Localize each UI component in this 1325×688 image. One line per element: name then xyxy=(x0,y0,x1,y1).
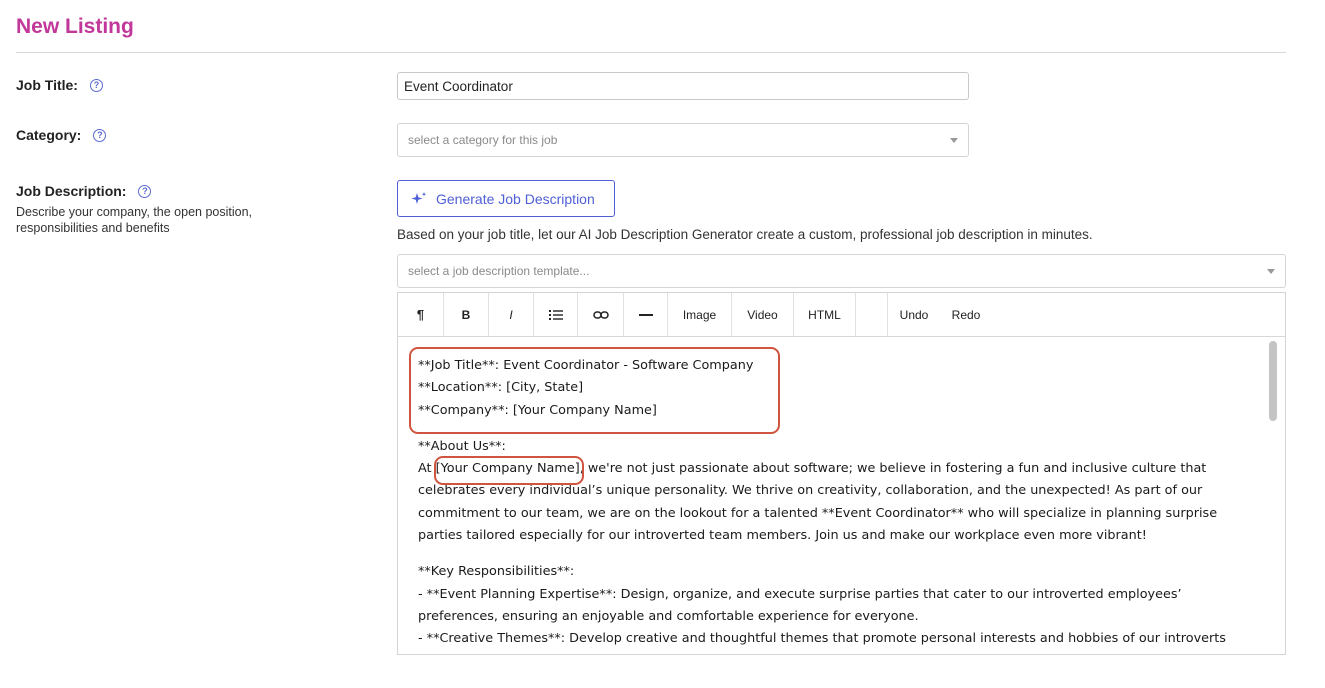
about-rest: , we're not just passionate about software; we believe in fostering a fun and inclusive culture that celebrates every individual’s unique personality. We thrive on creativity, collaboration, and the unexpected! As part of our commitment to our team, we are on the lookout for a talented **Event Coordinator** who will specialize in planning surprise parties tailored especially for our introverted team members. Join us and make our workplace even more vibrant! xyxy=(418,461,1218,544)
content-line-company: **Company**: [Your Company Name] xyxy=(418,402,657,418)
toolbar-spacer xyxy=(856,293,888,336)
content-responsibilities-heading: **Key Responsibilities**: xyxy=(418,564,575,580)
editor-scrollbar[interactable] xyxy=(1269,341,1277,421)
video-button[interactable]: Video xyxy=(732,293,794,336)
help-icon[interactable]: ? xyxy=(93,129,106,142)
bold-button[interactable]: B xyxy=(444,293,489,336)
job-title-label xyxy=(16,77,103,93)
redo-button[interactable]: Redo xyxy=(951,307,981,322)
category-label xyxy=(16,127,106,143)
editor-content[interactable] xyxy=(418,355,1248,651)
category-select-placeholder: select a category for this job xyxy=(408,133,558,147)
horizontal-rule-icon xyxy=(639,313,653,317)
content-responsibility-item: - **Event Planning Expertise**: Design, organize, and execute surprise parties that cater to our introverted employees’ preferences, ensuring an enjoyable and comfortable experience for everyone. xyxy=(418,586,1182,624)
content-about-paragraph xyxy=(418,458,1248,547)
about-company-placeholder: [Your Company Name] xyxy=(435,461,580,477)
undo-button[interactable]: Undo xyxy=(899,307,929,322)
job-description-hint: Describe your company, the open position, responsibilities and benefits xyxy=(16,205,253,235)
editor-toolbar xyxy=(398,293,1285,337)
image-button[interactable]: Image xyxy=(668,293,732,336)
html-button[interactable]: HTML xyxy=(794,293,856,336)
category-label-text: Category: xyxy=(16,127,82,143)
title-divider xyxy=(16,52,1286,53)
help-icon[interactable]: ? xyxy=(138,185,151,198)
job-title-input[interactable] xyxy=(397,72,969,100)
content-responsibility-item: - **Creative Themes**: Develop creative and thoughtful themes that promote personal interests and hobbies of our introverts xyxy=(418,631,1226,647)
italic-button[interactable]: I xyxy=(489,293,534,336)
link-icon xyxy=(593,310,609,320)
generate-help-text: Based on your job title, let our AI Job Description Generator create a custom, professional job description in minutes. xyxy=(397,227,1093,242)
horizontal-rule-button[interactable] xyxy=(624,293,668,336)
content-line-job-title: **Job Title**: Event Coordinator - Software Company xyxy=(418,358,754,373)
template-select[interactable] xyxy=(397,254,1286,288)
job-description-label-text: Job Description: xyxy=(16,183,127,199)
list-icon xyxy=(549,309,563,321)
help-icon[interactable]: ? xyxy=(90,79,103,92)
list-button[interactable] xyxy=(534,293,578,336)
sparkle-icon xyxy=(410,191,428,207)
paragraph-button[interactable]: ¶ xyxy=(398,293,444,336)
chevron-down-icon xyxy=(1267,269,1275,274)
content-about-heading: **About Us**: xyxy=(418,438,506,454)
generate-button-label: Generate Job Description xyxy=(436,190,595,207)
rich-text-editor[interactable] xyxy=(397,292,1286,655)
chevron-down-icon xyxy=(950,138,958,143)
category-select[interactable] xyxy=(397,123,969,157)
template-select-placeholder: select a job description template... xyxy=(408,264,590,278)
link-button[interactable] xyxy=(578,293,624,336)
job-title-label-text: Job Title: xyxy=(16,77,78,93)
content-line-location: **Location**: [City, State] xyxy=(418,380,584,396)
page-title: New Listing xyxy=(16,15,134,38)
job-description-label xyxy=(16,183,151,199)
about-prefix: At xyxy=(418,461,436,477)
generate-job-description-button[interactable] xyxy=(397,180,615,217)
